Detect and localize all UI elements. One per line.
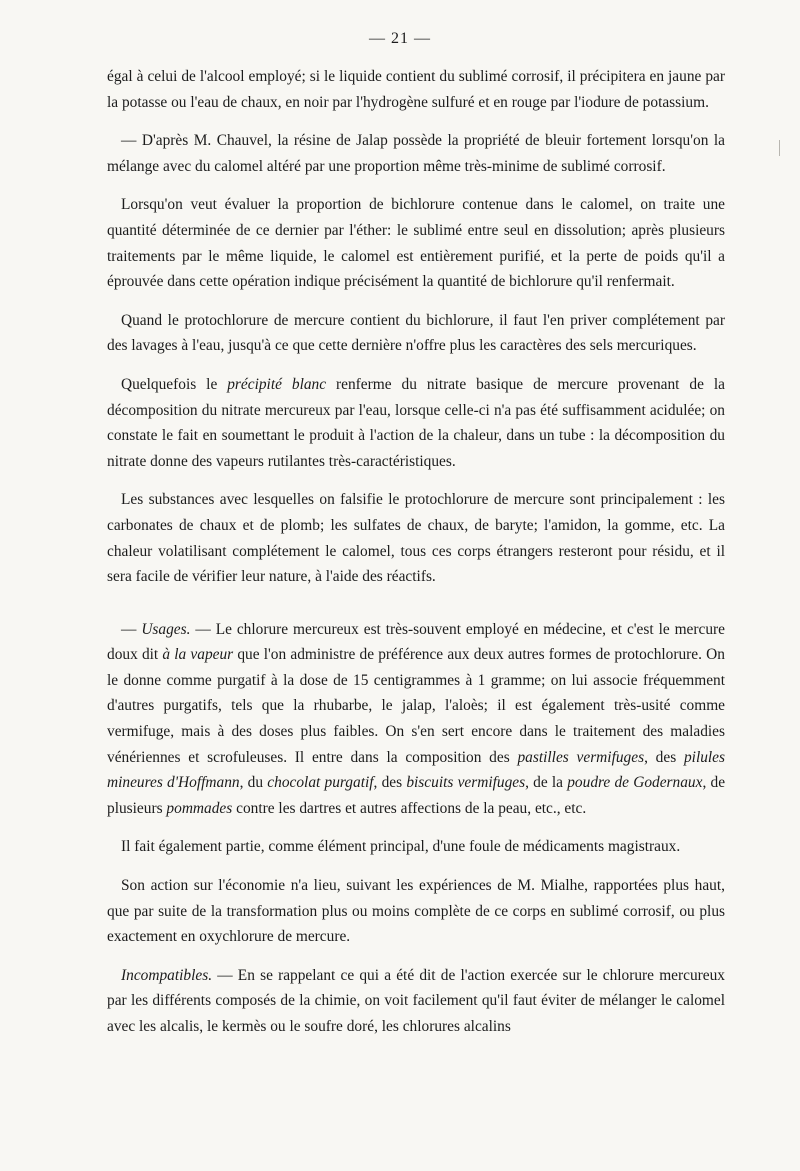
paragraph: Son action sur l'économie n'a lieu, suivant les expériences de M. Mialhe, rapportées plus haut, que par suite de la transformation plus ou moins complète de ce corps en sublimé corrosif, ou plus exactement en oxychlorure de mercure.: [107, 877, 725, 946]
italic-term: pommades: [166, 799, 233, 817]
paragraph: égal à celui de l'alcool employé; si le liquide contient du sublimé corrosif, il précipitera en jaune par la potasse ou l'eau de chaux, en noir par l'hydrogène sulfuré et en rouge par l'iodure de potassium.: [107, 68, 725, 111]
italic-term: chocolat purgatif: [267, 774, 374, 792]
paragraph: Lorsqu'on veut évaluer la proportion de bichlorure contenue dans le calomel, on traite une quantité déterminée de ce dernier par l'éther: le sublimé entre seul en dissolution; après plusieurs traitements par le même liquide, le calomel est entièrement purifié, et la perte de poids qu'il a éprouvée dans cette opération indique précisément la quantité de bichlorure qu'il renfermait.: [107, 196, 725, 291]
page-body: [107, 64, 725, 1040]
section-heading-usages: Usages.: [141, 620, 191, 638]
page-number: — 21 —: [369, 30, 431, 47]
section-heading-incompatibles: Incompatibles.: [121, 966, 213, 984]
paragraph: Quand le protochlorure de mercure contient du bichlorure, il faut l'en priver complétement par des lavages à l'eau, jusqu'à ce que cette dernière n'offre plus les caractères des sels mercuriques.: [107, 311, 725, 355]
italic-term: précipité blanc: [227, 375, 327, 393]
section-incompatibles: Incompatibles. — En se rappelant ce qui a été dit de l'action exercée sur le chlorure mercureux par les différents composés de la chimie, on voit facilement qu'il faut éviter de mélanger le calomel avec les alcalis, le kermès ou le soufre doré, les chlorures alcalins: [107, 966, 725, 1035]
italic-term: pastilles vermifuges: [517, 748, 645, 766]
italic-term: biscuits vermifuges: [406, 774, 526, 792]
italic-term: à la vapeur: [162, 646, 234, 664]
margin-mark: [779, 140, 780, 156]
paragraph: Les substances avec lesquelles on falsifie le protochlorure de mercure sont principalement : les carbonates de chaux et de plomb; les sulfates de chaux, de baryte; l'amidon, la gomme, etc. La chaleur volatilisant complétement le calomel, tous ces corps étrangers resteront pour résidu, et il sera facile de vérifier leur nature, à l'aide des réactifs.: [107, 491, 725, 586]
italic-term: poudre de Godernaux: [567, 774, 703, 792]
paragraph: Il fait également partie, comme élément principal, d'une foule de médicaments magistraux.: [121, 838, 681, 856]
italic-term: pilules mineures d'Hoffmann: [107, 748, 726, 792]
paragraph: Quelquefois le précipité blanc renferme du nitrate basique de mercure provenant de la décomposition du nitrate mercureux par l'eau, lorsque celle-ci n'a pas été suffisamment acidulée; on constate le fait en soumettant le produit à l'action de la chaleur, dans un tube : la décomposition du nitrate donne des vapeurs rutilantes très-caractéristiques.: [107, 375, 725, 470]
section-usages: — Usages. — Le chlorure mercureux est très-souvent employé en médecine, et c'est le mercure doux dit à la vapeur que l'on administre de préférence aux deux autres formes de protochlorure. On le donne comme purgatif à la dose de 15 centigrammes à 1 gramme; on lui associe fréquemment d'autres purgatifs, tels que la rhubarbe, le jalap, l'aloès; il est également très-usité comme vermifuge, mais à des doses plus faibles. On s'en sert encore dans le traitement des maladies vénériennes et scrofuleuses. Il entre dans la composition des pastilles vermifuges, des pilules mineures d'Hoffmann, du chocolat purgatif, des biscuits vermifuges, de la poudre de Godernaux, de plusieurs pommades contre les dartres et autres affections de la peau, etc., etc.: [107, 620, 726, 817]
paragraph: — D'après M. Chauvel, la résine de Jalap possède la propriété de bleuir fortement lorsqu'on la mélange avec du calomel altéré par une proportion même très-minime de sublimé corrosif.: [107, 132, 725, 175]
